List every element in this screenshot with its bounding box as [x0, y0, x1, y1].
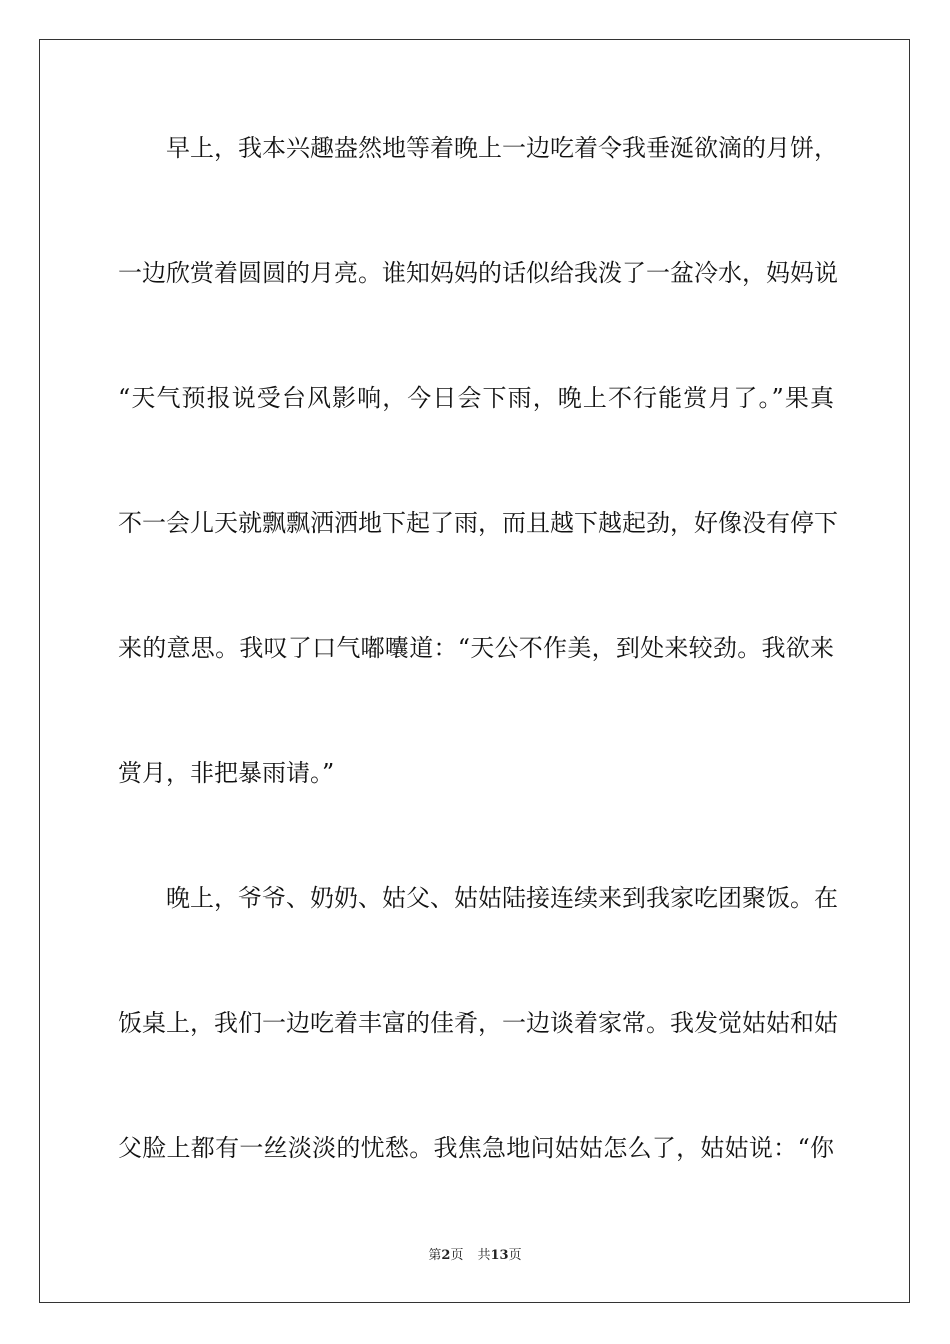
- total-prefix: 共: [477, 1248, 491, 1263]
- page-suffix: 页: [450, 1248, 464, 1263]
- paragraph-1-line-3: “天气预报说受台风影响，今日会下雨，晚上不行能赏月了。”果真: [118, 384, 834, 412]
- page-border: [39, 39, 910, 1303]
- total-pages: 13: [490, 1248, 509, 1263]
- page-number: 2: [441, 1248, 451, 1263]
- paragraph-1-line-1: 早上，我本兴趣盎然地等着晚上一边吃着令我垂涎欲滴的月饼，: [166, 134, 838, 162]
- paragraph-1-line-2: 一边欣赏着圆圆的月亮。谁知妈妈的话似给我泼了一盆冷水，妈妈说: [118, 259, 838, 287]
- paragraph-2-line-3: 父脸上都有一丝淡淡的忧愁。我焦急地问姑姑怎么了，姑姑说：“你: [118, 1134, 834, 1162]
- paragraph-2-line-2: 饭桌上，我们一边吃着丰富的佳肴，一边谈着家常。我发觉姑姑和姑: [118, 1009, 838, 1037]
- total-suffix: 页: [508, 1248, 522, 1263]
- paragraph-1-line-6: 赏月，非把暴雨请。”: [118, 759, 335, 787]
- page-prefix: 第: [428, 1248, 442, 1263]
- paragraph-2-line-1: 晚上，爷爷、奶奶、姑父、姑姑陆接连续来到我家吃团聚饭。在: [166, 884, 838, 912]
- paragraph-1-line-4: 不一会儿天就飘飘洒洒地下起了雨，而且越下越起劲，好像没有停下: [118, 509, 838, 537]
- page-footer: [0, 1247, 950, 1265]
- paragraph-1-line-5: 来的意思。我叹了口气嘟囔道：“天公不作美，到处来较劲。我欲来: [118, 634, 834, 662]
